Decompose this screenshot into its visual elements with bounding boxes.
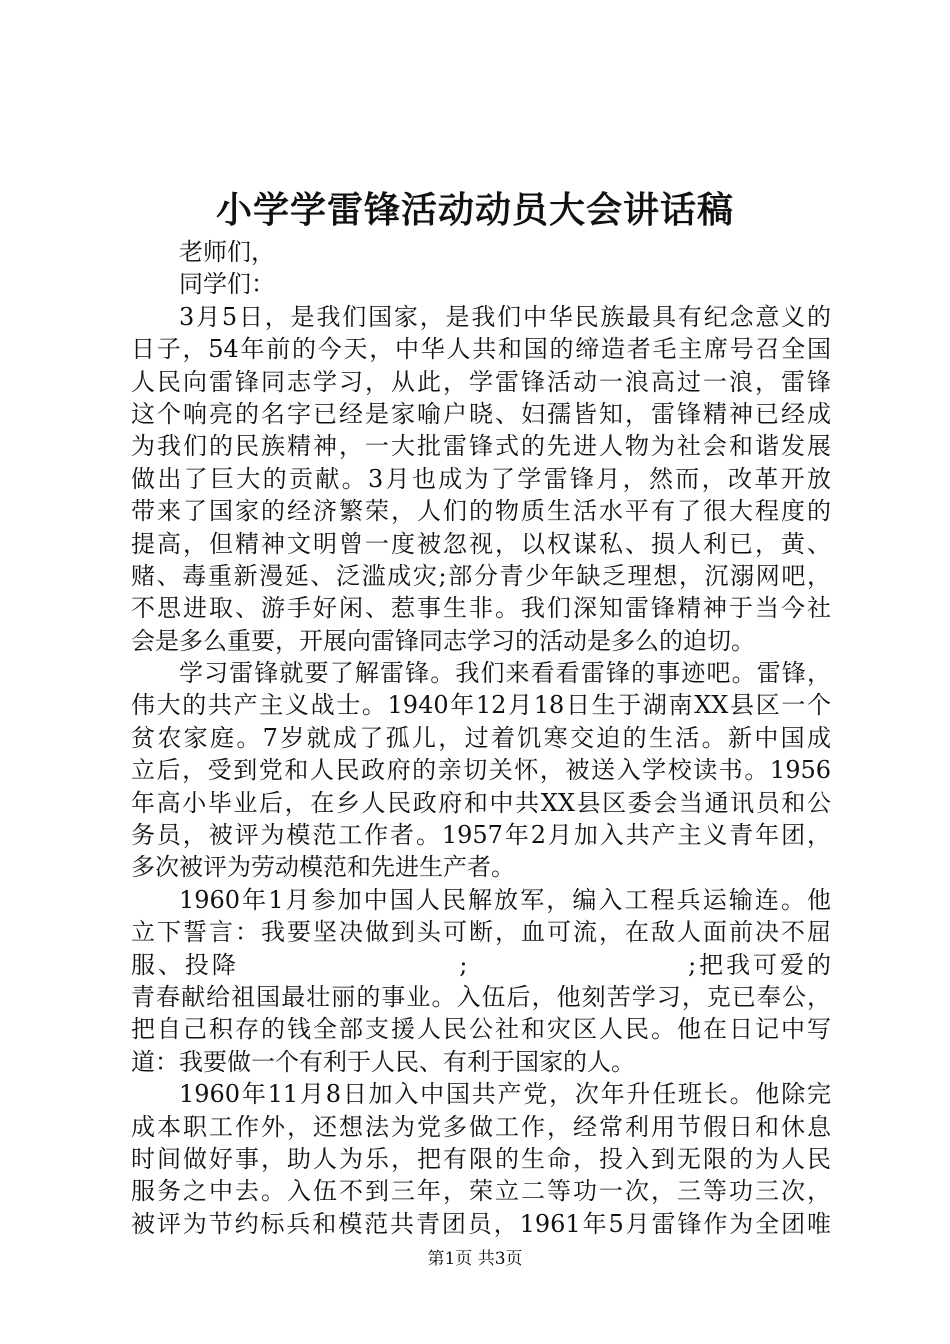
text-line: 立后，受到党和人民政府的亲切关怀，被送入学校读书。1956 [131,756,831,785]
text-line: 1960年11月8日加入中国共产党，次年升任班长。他除完 [179,1080,831,1109]
text-line: 为我们的民族精神，一大批雷锋式的先进人物为社会和谐发展 [131,432,831,461]
text-line: 1960年1月参加中国人民解放军，编入工程兵运输连。他 [179,885,831,914]
text-line: 日子，54年前的今天，中华人共和国的缔造者毛主席号召全国 [131,335,831,364]
text-line: 道：我要做一个有利于人民、有利于国家的人。 [131,1047,635,1076]
text-line: 不思进取、游手好闲、惹事生非。我们深知雷锋精神于当今社 [131,594,831,623]
text-line: 立下誓言：我要坚决做到头可断，血可流，在敌人面前决不屈 [131,918,831,947]
text-line: 青春献给祖国最壮丽的事业。入伍后，他刻苦学习，克已奉公， [131,982,831,1011]
text-line: 这个响亮的名字已经是家喻户晓、妇孺皆知，雷锋精神已经成 [131,399,831,428]
text-line: 3月5日，是我们国家，是我们中华民族最具有纪念意义的 [179,302,831,331]
text-line: 服务之中去。入伍不到三年，荣立二等功一次，三等功三次， [131,1177,831,1206]
text-line: 做出了巨大的贡献。3月也成为了学雷锋月，然而，改革开放 [131,464,831,493]
text-line: 多次被评为劳动模范和先进生产者。 [131,853,515,882]
greeting-line: 同学们： [179,270,275,299]
text-line: 提高，但精神文明曾一度被忽视，以权谋私、损人利已，黄、 [131,529,831,558]
text-line: 时间做好事，助人为乐，把有限的生命，投入到无限的为人民 [131,1144,831,1173]
text-line: 会是多么重要，开展向雷锋同志学习的活动是多么的迫切。 [131,626,755,655]
text-line: 贫农家庭。7岁就成了孤儿，过着饥寒交迫的生活。新中国成 [131,723,831,752]
text-line: 被评为节约标兵和模范共青团员，1961年5月雷锋作为全团唯 [131,1209,831,1238]
page-number-footer: 第1页 共3页 [427,1249,523,1269]
document-title: 小学学雷锋活动动员大会讲话稿 [215,189,734,231]
text-line: 务员，被评为模范工作者。1957年2月加入共产主义青年团， [131,821,831,850]
text-line: 服、投降 ; ;把我可爱的 [131,950,831,979]
text-line: 带来了国家的经济繁荣，人们的物质生活水平有了很大程度的 [131,497,831,526]
text-line: 把自己积存的钱全部支援人民公社和灾区人民。他在日记中写 [131,1015,831,1044]
text-line: 赌、毒重新漫延、泛滥成灾;部分青少年缺乏理想，沉溺网吧， [131,561,831,590]
text-line: 年高小毕业后，在乡人民政府和中共XX县区委会当通讯员和公 [131,788,831,817]
document-body [131,236,831,1240]
text-line: 成本职工作外，还想法为党多做工作，经常利用节假日和休息 [131,1112,831,1141]
text-line: 学习雷锋就要了解雷锋。我们来看看雷锋的事迹吧。雷锋， [179,659,831,688]
text-line: 伟大的共产主义战士。1940年12月18日生于湖南XX县区一个 [131,691,831,720]
text-line: 人民向雷锋同志学习，从此，学雷锋活动一浪高过一浪，雷锋 [131,367,831,396]
greeting-line: 老师们， [179,238,275,266]
